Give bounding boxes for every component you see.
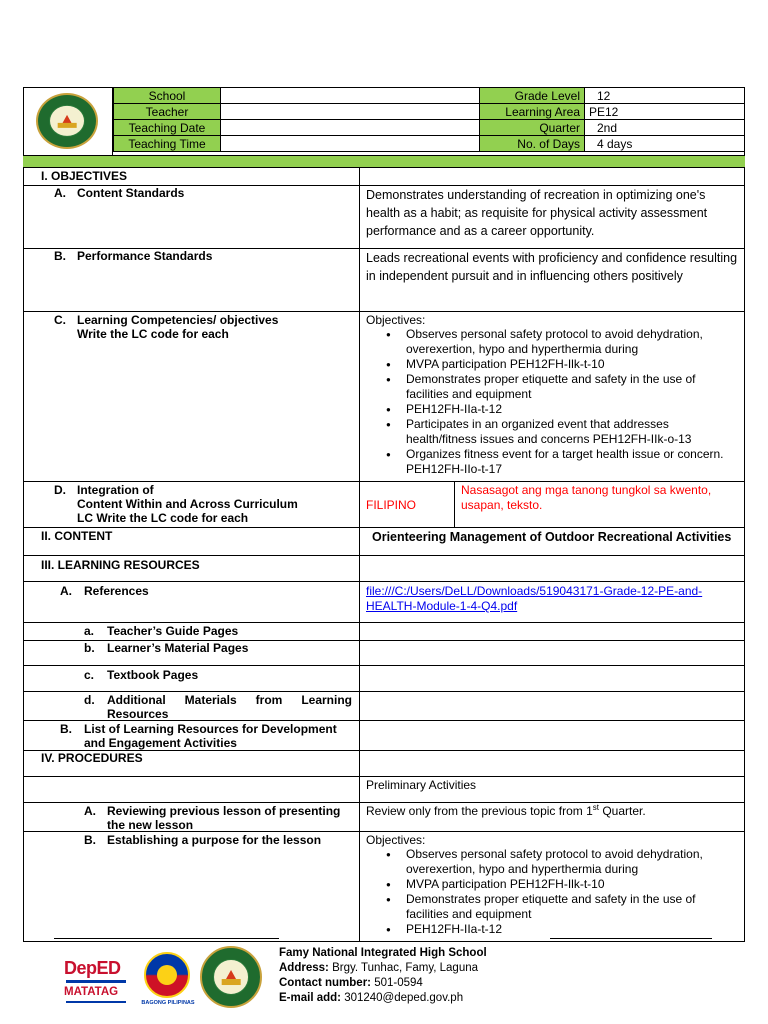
integration-label-line2: Content Within and Across Curriculum xyxy=(77,497,298,511)
content-standards-letter: A. xyxy=(54,186,66,200)
resource-label: Additional Materials from Learning Resources xyxy=(107,693,352,721)
header-block xyxy=(23,87,745,155)
footer-address-line xyxy=(279,961,487,976)
objectives-heading-row xyxy=(23,168,745,186)
purpose-item: ● MVPA participation PEH12FH-Ilk-t-10 xyxy=(406,877,739,892)
bagong-pilipinas-text: BAGONG PILIPINAS xyxy=(141,1000,195,1006)
learning-resources-list-label: List of Learning Resources for Development and Engagement Activities xyxy=(84,722,337,750)
competencies-row xyxy=(23,312,745,482)
teaching-time-label: Teaching Time xyxy=(114,136,221,152)
school-seal-footer-logo xyxy=(200,946,262,1008)
content-text: Orienteering Management of Outdoor Recreational Activities xyxy=(372,530,732,544)
integration-letter: D. xyxy=(54,483,66,497)
resource-row xyxy=(23,666,745,692)
teacher-value xyxy=(221,104,480,120)
resource-row xyxy=(23,692,745,721)
competencies-label-line1: Learning Competencies/ objectives xyxy=(77,313,279,327)
no-of-days-value: 4 days xyxy=(585,136,745,152)
learning-area-value: PE12 xyxy=(585,104,745,120)
footer-address-label: Address: xyxy=(279,962,329,974)
purpose-letter: B. xyxy=(84,833,96,847)
reviewing-text-end: Quarter. xyxy=(599,804,646,818)
content-standards-label: Content Standards xyxy=(77,186,185,200)
references-link[interactable]: file:///C:/Users/DeLL/Downloads/519043171-Grade-12-PE-and-HEALTH-Module-1-4-Q4.pdf xyxy=(366,584,703,613)
integration-row xyxy=(23,482,745,528)
competency-item: ● Organizes fitness event for a target health issue or concern. PEH12FH-IIo-t-17 xyxy=(406,447,739,477)
references-letter: A. xyxy=(60,584,72,598)
footer-contact-line xyxy=(279,976,487,991)
resource-label: Textbook Pages xyxy=(107,668,199,682)
performance-standards-text: Leads recreational events with proficiency and confidence resulting in independent pursuit and in influencing others positively xyxy=(366,251,738,283)
performance-standards-row xyxy=(23,249,745,312)
competency-item: ● Demonstrates proper etiquette and safety in the use of facilities and equipment xyxy=(406,372,739,402)
resource-letter: a. xyxy=(84,624,95,638)
content-row xyxy=(23,528,745,556)
purpose-intro: Objectives: xyxy=(366,833,426,847)
bagong-pilipinas-logo xyxy=(138,950,198,1010)
competency-item: ● Observes personal safety protocol to avoid dehydration, overexertion, hypo and hyperthermia during xyxy=(406,327,739,357)
reviewing-sup: st xyxy=(592,803,599,812)
school-value xyxy=(221,88,480,104)
footer-email-line xyxy=(279,991,487,1006)
competency-item: ● MVPA participation PEH12FH-Ilk-t-10 xyxy=(406,357,739,372)
resource-row xyxy=(23,641,745,666)
integration-label-line1: Integration of xyxy=(77,483,154,497)
footer-contact: 501-0594 xyxy=(374,977,423,989)
resource-letter: c. xyxy=(84,668,95,682)
teacher-label: Teacher xyxy=(114,104,221,120)
competencies-label-line2: Write the LC code for each xyxy=(77,327,229,341)
resource-label: Teacher’s Guide Pages xyxy=(107,624,239,638)
deped-logo-text: DepED xyxy=(64,958,121,978)
integration-label-line3: LC Write the LC code for each xyxy=(77,511,249,525)
no-of-days-label: No. of Days xyxy=(480,136,585,152)
resources-heading: III. LEARNING RESOURCES xyxy=(41,558,200,572)
footer-contact-label: Contact number: xyxy=(279,977,371,989)
green-divider-band xyxy=(23,155,745,168)
teaching-time-value xyxy=(221,136,480,152)
footer-email: 301240@deped.gov.ph xyxy=(344,992,464,1004)
school-seal-logo xyxy=(36,93,98,149)
resource-letter: b. xyxy=(84,641,95,655)
header-table xyxy=(113,87,745,152)
competency-item: ● PEH12FH-IIa-t-12 xyxy=(406,402,739,417)
content-standards-text: Demonstrates understanding of recreation in optimizing one's health as a habit; as requisite for physical activity assessment performance and as a career opportunity. xyxy=(366,188,708,238)
competency-item: ● Participates in an organized event that addresses health/fitness issues and concerns PEH12FH-IIk-o-13 xyxy=(406,417,739,447)
reviewing-row xyxy=(23,803,745,832)
procedures-heading: IV. PROCEDURES xyxy=(41,751,143,765)
purpose-list xyxy=(366,847,739,937)
school-logo-cell xyxy=(23,87,113,155)
competencies-letter: C. xyxy=(54,313,66,327)
learning-area-label: Learning Area xyxy=(480,104,585,120)
quarter-value: 2nd xyxy=(585,120,745,136)
footer-email-label: E-mail add: xyxy=(279,992,341,1004)
learning-resources-list-letter: B. xyxy=(60,722,72,736)
integration-text: Nasasagot ang mga tanong tungkol sa kwento, usapan, teksto. xyxy=(461,483,712,512)
procedures-heading-row xyxy=(23,751,745,777)
teaching-date-label: Teaching Date xyxy=(114,120,221,136)
teaching-date-value xyxy=(221,120,480,136)
references-label: References xyxy=(84,584,149,598)
deped-matatag-logo xyxy=(62,956,130,1008)
grade-level-label: Grade Level xyxy=(480,88,585,104)
matatag-logo-text: MATATAG xyxy=(64,986,119,998)
objectives-heading: I. OBJECTIVES xyxy=(41,169,128,183)
resource-label: Learner’s Material Pages xyxy=(107,641,249,655)
learning-resources-list-row xyxy=(23,721,745,751)
competencies-intro: Objectives: xyxy=(366,313,426,327)
integration-subject: FILIPINO xyxy=(366,498,417,512)
content-standards-row xyxy=(23,186,745,249)
resources-heading-row xyxy=(23,556,745,582)
preliminary-text: Preliminary Activities xyxy=(366,778,477,792)
footer-rule-right xyxy=(550,938,712,939)
competencies-list xyxy=(366,327,739,477)
school-label: School xyxy=(114,88,221,104)
references-row xyxy=(23,582,745,623)
footer-rule-mid xyxy=(139,938,279,939)
grade-level-value: 12 xyxy=(585,88,745,104)
reviewing-text: Review only from the previous topic from 1 xyxy=(366,804,593,818)
purpose-item: ● Observes personal safety protocol to avoid dehydration, overexertion, hypo and hyperthermia during xyxy=(406,847,739,877)
footer-school-name: Famy National Integrated High School xyxy=(279,947,487,959)
performance-standards-letter: B. xyxy=(54,249,66,263)
footer-contact-block xyxy=(279,946,487,1006)
purpose-label: Establishing a purpose for the lesson xyxy=(107,833,322,847)
reviewing-label: Reviewing previous lesson of presenting the new lesson xyxy=(107,804,341,832)
resource-letter: d. xyxy=(84,693,95,707)
footer-address: Brgy. Tunhac, Famy, Laguna xyxy=(332,962,479,974)
purpose-row xyxy=(23,832,745,942)
performance-standards-label: Performance Standards xyxy=(77,249,213,263)
resource-row xyxy=(23,623,745,641)
purpose-item: ● PEH12FH-IIa-t-12 xyxy=(406,922,739,937)
preliminary-row xyxy=(23,777,745,803)
footer-rule-left xyxy=(54,938,139,939)
quarter-label: Quarter xyxy=(480,120,585,136)
purpose-item: ● Demonstrates proper etiquette and safety in the use of facilities and equipment xyxy=(406,892,739,922)
content-heading: II. CONTENT xyxy=(41,529,113,543)
reviewing-letter: A. xyxy=(84,804,96,818)
